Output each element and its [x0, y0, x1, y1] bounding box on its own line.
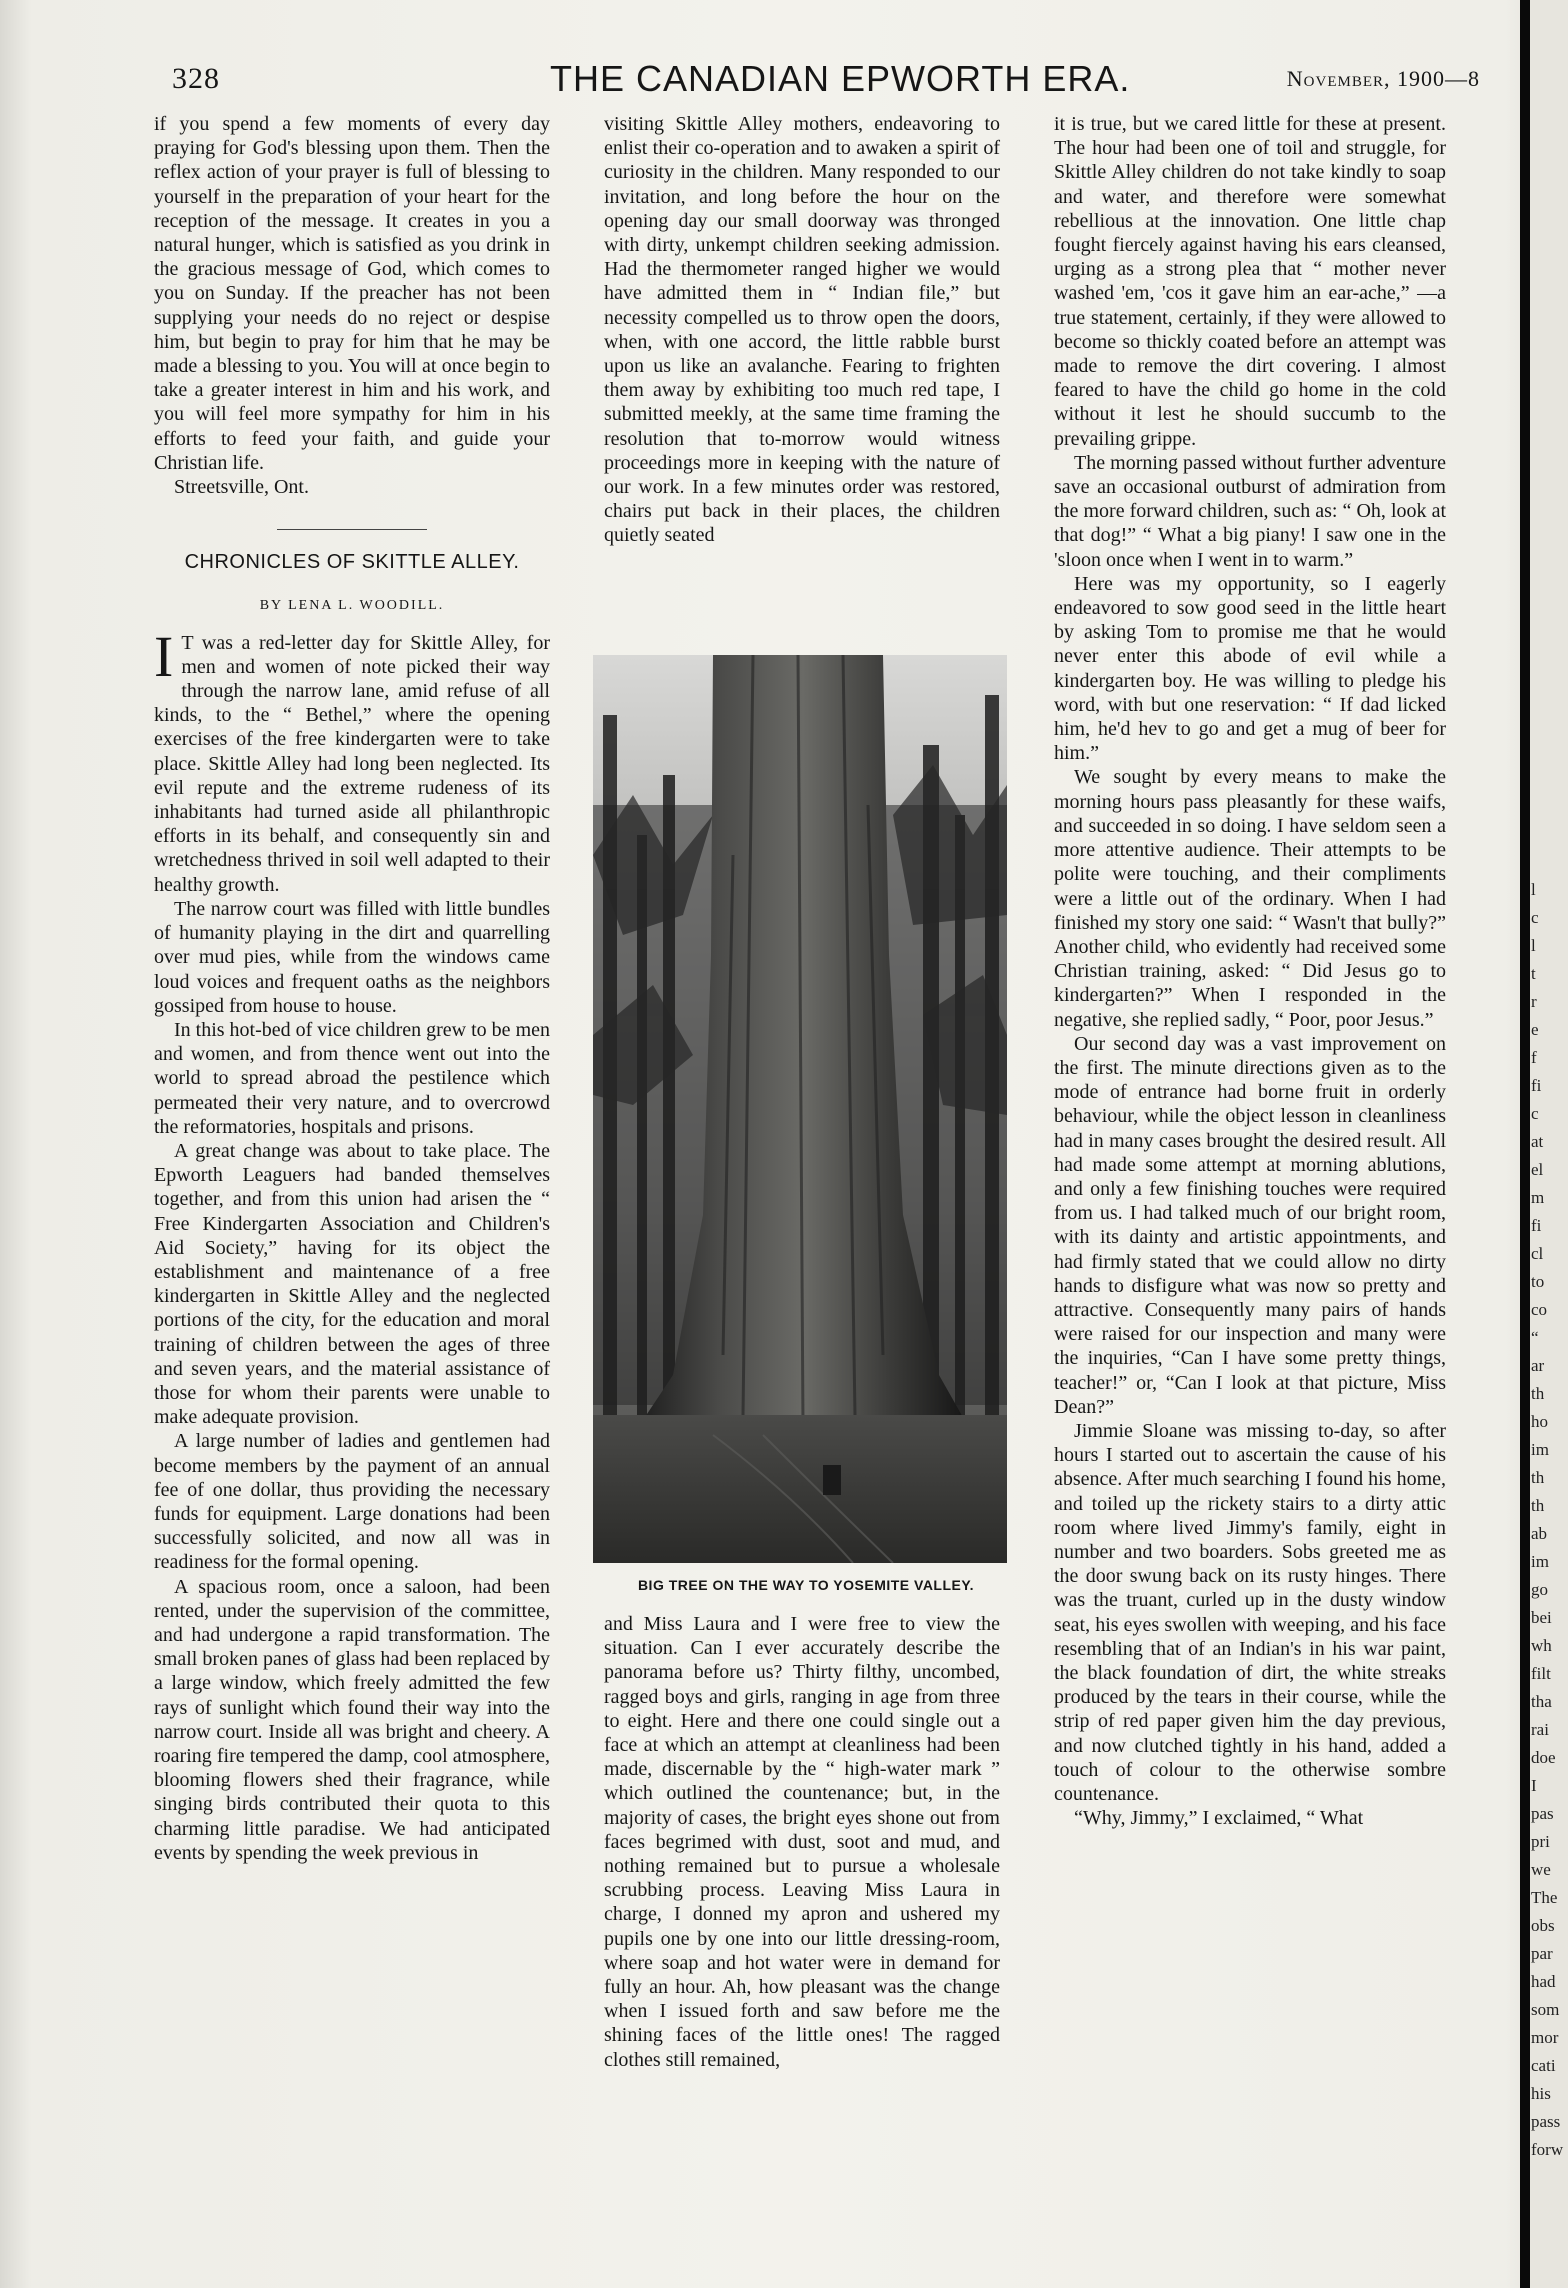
- adjacent-page-text: th: [1531, 1384, 1545, 1403]
- first-paragraph-text: T was a red-letter day for Skittle Alley, for men and women of note picked their way through the narrow lane, amid refuse of all kinds, to the “ Bethel,” where the opening exercises of the free kindergarten were to take place. Skittle Alley had long been neglected. Its evil repute and the extreme rudeness of its inhabitants had turned aside all philanthropic efforts in its behalf, and consequently sin and wretchedness thrived in soil well adapted to their healthy growth.: [154, 631, 550, 896]
- adjacent-page-text: co: [1531, 1300, 1548, 1319]
- adjacent-page-text: el: [1531, 1160, 1544, 1179]
- body-paragraph: Here was my opportunity, so I eagerly endeavored to sow good seed in the little heart by asking Tom to promise me that he would never enter this abode of evil while a kindergarten boy. He was willing to pledge his word, with but one reservation: “ If dad licked him, he'd hev to go and get a mug of beer for him.”: [1054, 572, 1446, 765]
- big-tree-photo: [593, 655, 1007, 1563]
- adjacent-page-text: im: [1531, 1440, 1549, 1459]
- adjacent-page-text: ab: [1531, 1524, 1548, 1543]
- column-3: [1054, 112, 1446, 1830]
- adjacent-page-text: th: [1531, 1496, 1545, 1515]
- adjacent-page-text: had: [1531, 1972, 1556, 1991]
- first-paragraph: [154, 623, 550, 897]
- adjacent-page-text: f: [1531, 1048, 1537, 1067]
- page-header: [170, 58, 1480, 100]
- drop-cap: I: [154, 623, 174, 689]
- adjacent-page-text: tha: [1531, 1692, 1552, 1711]
- body-paragraph: “Why, Jimmy,” I exclaimed, “ What: [1074, 1807, 1364, 1830]
- column-2-bottom: [604, 1612, 1000, 2072]
- article-byline: BY LENA L. WOODILL.: [259, 598, 445, 614]
- adjacent-page-text: go: [1531, 1580, 1548, 1599]
- adjacent-page-text: rai: [1531, 1720, 1549, 1739]
- article-title: CHRONICLES OF SKITTLE ALLEY.: [184, 551, 520, 574]
- adjacent-page-text: “: [1531, 1328, 1539, 1347]
- adjacent-page-text: obs: [1531, 1916, 1555, 1935]
- adjacent-page-text: e: [1531, 1020, 1539, 1039]
- adjacent-page-text: at: [1531, 1132, 1544, 1151]
- adjacent-page-text: fi: [1531, 1216, 1542, 1235]
- adjacent-page-text: c: [1531, 908, 1539, 927]
- body-paragraph: In this hot-bed of vice children grew to be men and women, and from thence went out into the world to spread abroad the pestilence which permeated their very nature, and to overcrowd the reformatories, hospitals and prisons.: [154, 1018, 550, 1138]
- adjacent-page-text: l: [1531, 880, 1536, 899]
- adjacent-page-text: wh: [1531, 1636, 1552, 1655]
- adjacent-page-text: c: [1531, 1104, 1539, 1123]
- adjacent-page-text: cl: [1531, 1244, 1544, 1263]
- adjacent-page-text: we: [1531, 1860, 1551, 1879]
- adjacent-page-text: bei: [1531, 1608, 1552, 1627]
- adjacent-page-fragment: [1530, 0, 1568, 2288]
- adjacent-page-text: I: [1531, 1776, 1537, 1795]
- adjacent-page-text: pas: [1531, 1804, 1554, 1823]
- adjacent-page-text: par: [1531, 1944, 1553, 1963]
- adjacent-page-text: fi: [1531, 1076, 1542, 1095]
- column-1: [154, 112, 550, 1865]
- body-paragraph: visiting Skittle Alley mothers, endeavoring to enlist their co-operation and to awaken a spirit of curiosity in the children. Many responded to our invitation, and long before the hour on the opening day our small doorway was thronged with dirty, unkempt children seeking admission. Had the thermometer ranged higher we would have admitted them in “ Indian file,” but necessity compelled us to throw open the doors, when, with one accord, the little rabble burst upon us like an avalanche. Fearing to frighten them away by exhibiting too much red tape, I submitted meekly, at the same time framing the resolution that to-morrow would witness proceedings more in keeping with the nature of our work. In a few minutes order was restored, chairs put back in their places, the children quietly seated: [604, 113, 1000, 547]
- column-2-top: [604, 112, 1000, 548]
- body-paragraph: The morning passed without further adventure save an occasional outburst of admiration from the more forward children, such as: “ Oh, look at that dog!” “ What a big piany! I saw one in the 'sloon once when I went in to warm.”: [1054, 451, 1446, 571]
- adjacent-page-text: th: [1531, 1468, 1545, 1487]
- adjacent-page-text: pri: [1531, 1832, 1550, 1851]
- adjacent-page-text: to: [1531, 1272, 1545, 1291]
- body-paragraph: it is true, but we cared little for these at present. The hour had been one of toil and struggle, for Skittle Alley children do not take kindly to soap and water, and therefore were somewhat rebellious at the innovation. One little chap fought fiercely against having his ears cleansed, urging as a strong plea that “ mother never washed 'em, 'cos it gave him an ear-ache,” —a true statement, certainly, if they were allowed to become so thickly coated before an attempt was made to remove the dirt covering. I almost feared to have the child go home in the cold without it lest he should succumb to the prevailing grippe.: [1054, 113, 1446, 450]
- issue-label: November, 1900—8: [1286, 66, 1480, 91]
- adjacent-page-text: ho: [1531, 1412, 1548, 1431]
- adjacent-page-text: l: [1531, 936, 1536, 955]
- adjacent-page-text: mor: [1531, 2028, 1559, 2047]
- adjacent-page-text: forw: [1531, 2140, 1564, 2159]
- adjacent-page-text: im: [1531, 1552, 1549, 1571]
- section-divider: [277, 529, 427, 530]
- tree-photo-illustration: [593, 655, 1007, 1563]
- body-paragraph: Jimmie Sloane was missing to-day, so after hours I started out to ascertain the cause of his absence. After much searching I found his home, and toiled up the rickety stairs to a dirty attic room where lived Jimmy's family, eight in number and two boarders. Sobs greeted me as the door swung back on its rusty hinges. There was the truant, curled up in the dusty window seat, his eyes swollen with weeping, and his face resembling that of an Indian's in his war paint, the black foundation of dirt, the white streaks produced by the tears in their course, while the strip of red paper given him the day previous, and now clutched tightly in his hand, added a touch of colour to the otherwise sombre countenance.: [1054, 1419, 1446, 1806]
- adjacent-page-text: The: [1531, 1888, 1558, 1907]
- adjacent-page-text: som: [1531, 2000, 1560, 2019]
- adjacent-page-text: cati: [1531, 2056, 1556, 2075]
- body-paragraph: A great change was about to take place. The Epworth Leaguers had banded themselves together, and from this union had arisen the “ Free Kindergarten Association and Children's Aid Society,” having for its object the establishment and maintenance of a free kindergarten in Skittle Alley and the neglected portions of the city, for the education and moral training of children between the ages of three and seven years, and the material assistance of those for whom their parents were unable to make adequate provision.: [154, 1139, 550, 1429]
- figure-caption: BIG TREE ON THE WAY TO YOSEMITE VALLEY.: [637, 1577, 975, 1593]
- body-paragraph: A spacious room, once a saloon, had been rented, under the supervision of the committee, and had undergone a rapid transformation. The small broken panes of glass had been replaced by a large window, which freely admitted the few rays of sunlight which found their way into the narrow court. Inside all was bright and cheery. A roaring fire tempered the damp, cool atmosphere, blooming flowers shed their fragrance, while singing birds contributed their quota to this charming little paradise. We had anticipated events by spending the week previous in: [154, 1575, 550, 1864]
- body-paragraph: A large number of ladies and gentlemen had become members by the payment of an annual fee of one dollar, thus providing the necessary funds for equipment. Large donations had been successfully solicited, and now all was in readiness for the formal opening.: [154, 1430, 550, 1574]
- body-paragraph: We sought by every means to make the morning hours pass pleasantly for these waifs, and succeeded in so doing. I have seldom seen a more attentive audience. Their attempts to be polite were touching, and their compliments were a little out of the ordinary. When I had finished my story one said: “ Wasn't that bully?” Another child, who evidently had received some Christian training, asked: “ Did Jesus go to kindergarten?” When I responded in the negative, she replied sadly, “ Poor, poor Jesus.”: [1054, 766, 1446, 1031]
- body-paragraph: and Miss Laura and I were free to view the situation. Can I ever accurately describe the panorama before us? Thirty filthy, uncombed, ragged boys and girls, ranging in age from three to eight. Here and there one could single out a face at which an attempt at cleanliness had been made, discernable by the “ high-water mark ” which outlined the countenance; but, in the majority of cases, the bright eyes shone out from faces begrimed with dust, soot and mud, and nothing remained but to pursue a wholesale scrubbing process. Leaving Miss Laura in charge, I donned my apron and ushered my pupils one by one into our little dressing-room, where soap and hot water were in demand for fully an hour. Ah, how pleasant was the change when I issued forth and saw before me the shining faces of the little ones! The ragged clothes still remained,: [604, 1613, 1000, 2071]
- adjacent-page-text: filt: [1531, 1664, 1551, 1683]
- body-paragraph: Our second day was a vast improvement on the first. The minute directions given as to the mode of entrance had borne fruit in orderly behaviour, while the object lesson in cleanliness had in many cases brought the desired result. All had made some attempt at morning ablutions, and only a few finishing touches were required from us. I had talked much of our bright room, with its dainty and artistic appointments, and had firmly stated that we could allow no dirty hands to disfigure what was now so pretty and attractive. Consequently many pairs of hands were raised for our inspection and many were the inquiries, “Can I have some pretty things, teacher!” or, “Can I look at that picture, Miss Dean?”: [1054, 1032, 1446, 1418]
- adjacent-page-text: ar: [1531, 1356, 1545, 1375]
- page-number: 328: [172, 62, 220, 95]
- adjacent-page-text: his: [1531, 2084, 1551, 2103]
- adjacent-page-text: r: [1531, 992, 1537, 1011]
- intro-paragraph: if you spend a few moments of every day praying for God's blessing upon them. Then the reflex action of your prayer is full of blessing to yourself in the preparation of your heart for the reception of the message. It creates in you a natural hunger, which is satisfied as you drink in the gracious message of God, which comes to you on Sunday. If the preacher has not been supplying your needs do no reject or despise him, but begin to pray for him that he may be made a blessing to you. You will at once begin to take a greater interest in him and his work, and you will feel more sympathy for him in his efforts to feed your faith, and guide your Christian life.: [154, 113, 550, 474]
- body-paragraph: The narrow court was filled with little bundles of humanity playing in the dirt and quarrelling over mud pies, while from the windows came loud voices and frequent oaths as the neighbors gossiped from house to house.: [154, 897, 550, 1017]
- adjacent-page-text: t: [1531, 964, 1536, 983]
- signature: Streetsville, Ont.: [174, 476, 309, 499]
- adjacent-page-text: m: [1531, 1188, 1545, 1207]
- journal-title: THE CANADIAN EPWORTH ERA.: [550, 58, 1131, 99]
- adjacent-page-text: pass: [1531, 2112, 1561, 2131]
- adjacent-page-text: doe: [1531, 1748, 1556, 1767]
